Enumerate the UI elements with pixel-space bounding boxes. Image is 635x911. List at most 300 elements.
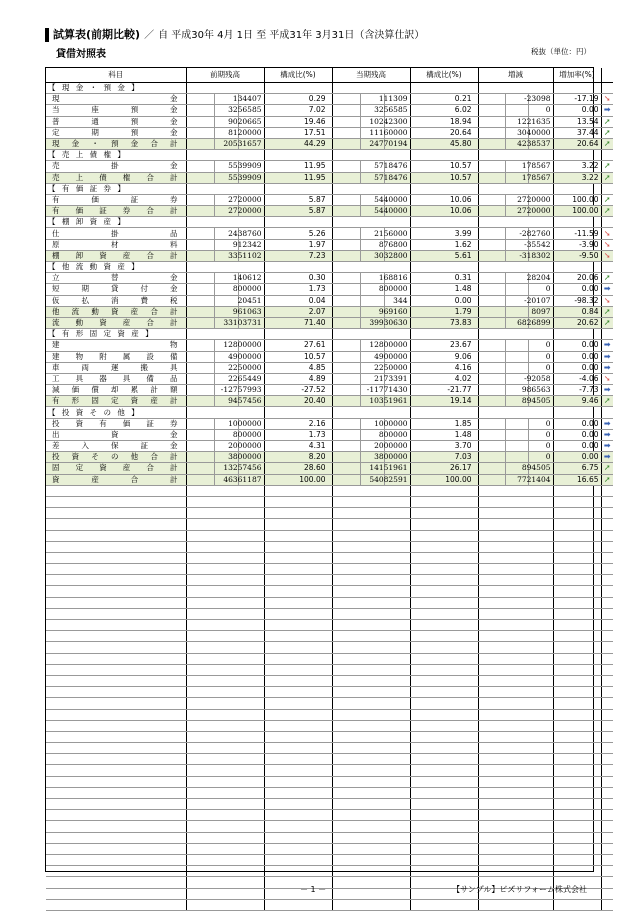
empty-cell xyxy=(46,899,186,910)
empty-row xyxy=(46,810,613,821)
prev-balance: 33103731 xyxy=(186,317,264,328)
empty-cell xyxy=(410,731,478,742)
empty-cell xyxy=(601,508,613,519)
empty-cell xyxy=(553,329,601,340)
account-name: 現金・預金合計 xyxy=(52,139,178,149)
cur-balance: 11160000 xyxy=(332,127,410,138)
empty-cell xyxy=(410,866,478,877)
empty-cell xyxy=(264,541,332,552)
table-row xyxy=(46,284,613,295)
growth-rate: -7.73 xyxy=(553,385,601,396)
empty-row xyxy=(46,799,613,810)
empty-cell xyxy=(332,183,410,194)
table-header-row xyxy=(46,68,613,83)
account-cell xyxy=(46,138,186,149)
empty-cell xyxy=(410,754,478,765)
empty-cell xyxy=(332,698,410,709)
empty-cell xyxy=(478,496,553,507)
trend-down-icon: ➘ xyxy=(601,239,613,250)
empty-cell xyxy=(46,731,186,742)
empty-cell xyxy=(264,765,332,776)
trend-down-icon: ➘ xyxy=(601,250,613,261)
account-name: 他流動資産合計 xyxy=(52,306,178,316)
account-cell xyxy=(46,94,186,105)
empty-cell xyxy=(332,530,410,541)
trend-up-icon: ➚ xyxy=(601,273,613,284)
empty-cell xyxy=(264,787,332,798)
empty-cell xyxy=(186,675,264,686)
empty-cell xyxy=(478,698,553,709)
empty-row xyxy=(46,765,613,776)
empty-cell xyxy=(332,664,410,675)
empty-cell xyxy=(332,675,410,686)
growth-rate: 16.65 xyxy=(553,474,601,485)
trend-up-icon: ➚ xyxy=(601,474,613,485)
account-cell xyxy=(46,452,186,463)
category-label: 【 有 価 証 券 】 xyxy=(46,183,186,194)
empty-cell xyxy=(478,799,553,810)
prev-balance: 2000000 xyxy=(186,441,264,452)
cur-balance: 168816 xyxy=(332,273,410,284)
account-cell xyxy=(46,317,186,328)
category-label: 【 現 金 ・ 預 金 】 xyxy=(46,83,186,94)
empty-cell xyxy=(186,899,264,910)
empty-cell xyxy=(46,854,186,865)
empty-cell xyxy=(478,183,553,194)
report-header xyxy=(45,28,603,42)
table-row xyxy=(46,161,613,172)
cur-ratio: 26.17 xyxy=(410,463,478,474)
cur-balance: 54082591 xyxy=(332,474,410,485)
empty-cell xyxy=(478,866,553,877)
change-amount: 0 xyxy=(478,362,553,373)
empty-cell xyxy=(264,799,332,810)
empty-cell xyxy=(186,262,264,273)
empty-cell xyxy=(601,765,613,776)
prev-balance: 20451 xyxy=(186,295,264,306)
prev-balance: 12800000 xyxy=(186,340,264,351)
change-amount: 4238537 xyxy=(478,138,553,149)
account-name: 当座預金 xyxy=(52,105,178,115)
empty-cell xyxy=(332,552,410,563)
prev-ratio: 1.73 xyxy=(264,284,332,295)
empty-row xyxy=(46,653,613,664)
prev-balance: 5539909 xyxy=(186,172,264,183)
account-cell xyxy=(46,441,186,452)
trend-up-icon: ➚ xyxy=(601,317,613,328)
table-row xyxy=(46,418,613,429)
cur-ratio: 0.31 xyxy=(410,273,478,284)
empty-cell xyxy=(46,575,186,586)
empty-cell xyxy=(553,675,601,686)
cur-ratio: 0.00 xyxy=(410,295,478,306)
prev-ratio: 2.16 xyxy=(264,418,332,429)
cur-balance: 2156000 xyxy=(332,228,410,239)
empty-cell xyxy=(46,664,186,675)
cur-ratio: 1.85 xyxy=(410,418,478,429)
empty-cell xyxy=(410,329,478,340)
empty-cell xyxy=(264,899,332,910)
empty-cell xyxy=(410,508,478,519)
prev-ratio: 0.30 xyxy=(264,273,332,284)
col-header-prev-balance: 前期残高 xyxy=(186,68,264,83)
prev-ratio: 7.02 xyxy=(264,105,332,116)
cur-ratio: 10.57 xyxy=(410,161,478,172)
empty-cell xyxy=(332,519,410,530)
empty-cell xyxy=(46,709,186,720)
total-row xyxy=(46,452,613,463)
cur-balance: 3032800 xyxy=(332,250,410,261)
prev-ratio: 100.00 xyxy=(264,474,332,485)
table-row xyxy=(46,340,613,351)
cur-balance: 10351961 xyxy=(332,396,410,407)
empty-cell xyxy=(601,496,613,507)
growth-rate: 100.00 xyxy=(553,194,601,205)
cur-balance: 2173391 xyxy=(332,373,410,384)
empty-cell xyxy=(410,564,478,575)
empty-cell xyxy=(264,675,332,686)
cur-ratio: 1.48 xyxy=(410,284,478,295)
empty-cell xyxy=(601,709,613,720)
empty-cell xyxy=(264,620,332,631)
empty-cell xyxy=(410,843,478,854)
cur-balance: 12800000 xyxy=(332,340,410,351)
empty-row xyxy=(46,530,613,541)
trend-up-icon: ➚ xyxy=(601,127,613,138)
prev-balance: 800000 xyxy=(186,429,264,440)
account-cell xyxy=(46,273,186,284)
empty-cell xyxy=(553,720,601,731)
empty-cell xyxy=(264,329,332,340)
total-row xyxy=(46,396,613,407)
empty-cell xyxy=(478,765,553,776)
empty-cell xyxy=(186,564,264,575)
empty-cell xyxy=(332,150,410,161)
empty-cell xyxy=(186,687,264,698)
cur-ratio: 73.83 xyxy=(410,317,478,328)
cur-ratio: 1.62 xyxy=(410,239,478,250)
cur-ratio: 1.48 xyxy=(410,429,478,440)
prev-ratio: 2.07 xyxy=(264,306,332,317)
empty-cell xyxy=(264,687,332,698)
account-cell xyxy=(46,362,186,373)
empty-cell xyxy=(478,731,553,742)
empty-cell xyxy=(601,597,613,608)
empty-cell xyxy=(332,642,410,653)
empty-cell xyxy=(264,183,332,194)
empty-cell xyxy=(553,564,601,575)
empty-cell xyxy=(410,183,478,194)
empty-cell xyxy=(410,664,478,675)
empty-cell xyxy=(46,799,186,810)
empty-cell xyxy=(478,608,553,619)
empty-cell xyxy=(186,631,264,642)
empty-cell xyxy=(478,552,553,563)
title-separator: ／ xyxy=(144,30,155,41)
table-row xyxy=(46,228,613,239)
cur-ratio: 7.03 xyxy=(410,452,478,463)
account-name: 出 資 金 xyxy=(52,429,178,439)
growth-rate: 9.46 xyxy=(553,396,601,407)
empty-row xyxy=(46,854,613,865)
empty-cell xyxy=(186,698,264,709)
empty-cell xyxy=(601,407,613,418)
empty-cell xyxy=(186,597,264,608)
empty-cell xyxy=(46,821,186,832)
empty-cell xyxy=(553,653,601,664)
empty-cell xyxy=(186,83,264,94)
empty-cell xyxy=(46,552,186,563)
empty-cell xyxy=(46,877,186,888)
empty-cell xyxy=(264,586,332,597)
empty-cell xyxy=(478,653,553,664)
empty-cell xyxy=(601,620,613,631)
empty-row xyxy=(46,631,613,642)
category-row xyxy=(46,150,613,161)
account-cell xyxy=(46,172,186,183)
empty-row xyxy=(46,743,613,754)
empty-cell xyxy=(264,866,332,877)
empty-cell xyxy=(332,262,410,273)
empty-cell xyxy=(410,575,478,586)
empty-cell xyxy=(332,631,410,642)
cur-ratio: 45.80 xyxy=(410,138,478,149)
empty-cell xyxy=(601,731,613,742)
change-amount: 894505 xyxy=(478,463,553,474)
empty-cell xyxy=(553,620,601,631)
empty-cell xyxy=(332,217,410,228)
empty-cell xyxy=(478,575,553,586)
empty-cell xyxy=(553,642,601,653)
empty-row xyxy=(46,675,613,686)
account-cell xyxy=(46,429,186,440)
empty-cell xyxy=(553,496,601,507)
empty-cell xyxy=(332,877,410,888)
empty-row xyxy=(46,709,613,720)
total-row xyxy=(46,474,613,485)
empty-cell xyxy=(186,519,264,530)
empty-cell xyxy=(46,485,186,496)
empty-cell xyxy=(478,83,553,94)
empty-cell xyxy=(264,754,332,765)
growth-rate: 0.00 xyxy=(553,340,601,351)
cur-balance: 3256585 xyxy=(332,105,410,116)
prev-balance: 1000000 xyxy=(186,418,264,429)
empty-row xyxy=(46,787,613,798)
empty-cell xyxy=(410,496,478,507)
empty-cell xyxy=(332,843,410,854)
col-header-growth-rate: 増加率(%) xyxy=(553,68,601,83)
account-cell xyxy=(46,105,186,116)
unit-label: 税抜（単位：円） xyxy=(531,47,591,56)
empty-cell xyxy=(410,743,478,754)
account-cell xyxy=(46,295,186,306)
empty-row xyxy=(46,586,613,597)
account-cell xyxy=(46,194,186,205)
table-row xyxy=(46,239,613,250)
report-title: 試算表(前期比較) xyxy=(53,28,141,41)
empty-row xyxy=(46,496,613,507)
company-name: 【サンプル】ビズリフォーム株式会社 xyxy=(452,885,587,894)
empty-cell xyxy=(332,329,410,340)
table-row xyxy=(46,105,613,116)
cur-ratio: 20.64 xyxy=(410,127,478,138)
empty-cell xyxy=(186,407,264,418)
empty-cell xyxy=(553,821,601,832)
cur-balance: 39930630 xyxy=(332,317,410,328)
growth-rate: -11.59 xyxy=(553,228,601,239)
empty-cell xyxy=(332,496,410,507)
cur-ratio: 100.00 xyxy=(410,474,478,485)
empty-cell xyxy=(186,329,264,340)
empty-cell xyxy=(601,653,613,664)
table-row xyxy=(46,441,613,452)
cur-balance: 24770194 xyxy=(332,138,410,149)
table-row xyxy=(46,385,613,396)
account-cell xyxy=(46,239,186,250)
empty-cell xyxy=(553,776,601,787)
prev-ratio: 4.31 xyxy=(264,441,332,452)
empty-cell xyxy=(601,675,613,686)
empty-cell xyxy=(410,720,478,731)
empty-cell xyxy=(601,743,613,754)
empty-cell xyxy=(553,765,601,776)
cur-ratio: 18.94 xyxy=(410,116,478,127)
empty-cell xyxy=(46,653,186,664)
empty-cell xyxy=(410,541,478,552)
empty-cell xyxy=(553,541,601,552)
empty-cell xyxy=(46,687,186,698)
empty-cell xyxy=(46,765,186,776)
account-cell xyxy=(46,340,186,351)
empty-row xyxy=(46,485,613,496)
change-amount: 178567 xyxy=(478,161,553,172)
section-subtitle: 貸借対照表 xyxy=(56,49,106,60)
account-cell xyxy=(46,116,186,127)
cur-ratio: 6.02 xyxy=(410,105,478,116)
cur-ratio: 4.16 xyxy=(410,362,478,373)
account-name: 投資その他合計 xyxy=(52,452,178,462)
empty-cell xyxy=(553,899,601,910)
empty-row xyxy=(46,541,613,552)
empty-cell xyxy=(553,183,601,194)
total-row xyxy=(46,317,613,328)
empty-cell xyxy=(332,597,410,608)
table-row xyxy=(46,194,613,205)
empty-cell xyxy=(410,530,478,541)
account-name: 固定資産合計 xyxy=(52,463,178,473)
empty-cell xyxy=(478,776,553,787)
empty-cell xyxy=(46,810,186,821)
empty-cell xyxy=(264,83,332,94)
empty-cell xyxy=(553,709,601,720)
col-header-prev-ratio: 構成比(%) xyxy=(264,68,332,83)
cur-balance: 2250000 xyxy=(332,362,410,373)
table-row xyxy=(46,351,613,362)
trend-up-icon: ➚ xyxy=(601,138,613,149)
trend-down-icon: ➘ xyxy=(601,373,613,384)
account-name: 売上債権合計 xyxy=(52,172,178,182)
empty-cell xyxy=(186,653,264,664)
change-amount: 0 xyxy=(478,429,553,440)
account-name: 差入保証金 xyxy=(52,441,178,451)
empty-row xyxy=(46,754,613,765)
empty-cell xyxy=(186,720,264,731)
empty-cell xyxy=(186,787,264,798)
empty-cell xyxy=(264,608,332,619)
empty-cell xyxy=(186,854,264,865)
empty-cell xyxy=(410,217,478,228)
col-header-trend xyxy=(601,68,613,83)
growth-rate: 0.00 xyxy=(553,429,601,440)
trend-flat-icon: ➡ xyxy=(601,429,613,440)
empty-cell xyxy=(410,698,478,709)
table-row xyxy=(46,362,613,373)
growth-rate: -98.32 xyxy=(553,295,601,306)
empty-cell xyxy=(478,631,553,642)
empty-cell xyxy=(332,720,410,731)
empty-cell xyxy=(46,586,186,597)
empty-cell xyxy=(478,854,553,865)
change-amount: 0 xyxy=(478,418,553,429)
prev-ratio: 19.46 xyxy=(264,116,332,127)
trend-flat-icon: ➡ xyxy=(601,452,613,463)
empty-cell xyxy=(46,743,186,754)
category-row xyxy=(46,407,613,418)
prev-balance: 2720000 xyxy=(186,194,264,205)
empty-cell xyxy=(601,799,613,810)
account-name: 普通預金 xyxy=(52,116,178,126)
empty-cell xyxy=(186,877,264,888)
category-label: 【 他 流 動 資 産 】 xyxy=(46,262,186,273)
prev-ratio: 5.26 xyxy=(264,228,332,239)
empty-cell xyxy=(601,217,613,228)
empty-cell xyxy=(186,620,264,631)
empty-cell xyxy=(601,485,613,496)
empty-cell xyxy=(264,776,332,787)
empty-cell xyxy=(553,631,601,642)
empty-cell xyxy=(601,866,613,877)
empty-cell xyxy=(410,709,478,720)
empty-cell xyxy=(264,564,332,575)
col-header-cur-balance: 当期残高 xyxy=(332,68,410,83)
empty-cell xyxy=(553,754,601,765)
account-name: 車両運搬具 xyxy=(52,362,178,372)
account-cell xyxy=(46,385,186,396)
empty-cell xyxy=(332,83,410,94)
cur-balance: 5440000 xyxy=(332,194,410,205)
empty-cell xyxy=(410,653,478,664)
empty-cell xyxy=(410,854,478,865)
empty-cell xyxy=(601,329,613,340)
empty-cell xyxy=(478,262,553,273)
empty-cell xyxy=(601,586,613,597)
empty-cell xyxy=(332,575,410,586)
prev-balance: 961063 xyxy=(186,306,264,317)
growth-rate: -4.06 xyxy=(553,373,601,384)
empty-cell xyxy=(410,83,478,94)
growth-rate: 20.62 xyxy=(553,317,601,328)
empty-cell xyxy=(332,776,410,787)
empty-cell xyxy=(410,832,478,843)
change-amount: -92058 xyxy=(478,373,553,384)
empty-cell xyxy=(601,575,613,586)
prev-ratio: 1.73 xyxy=(264,429,332,440)
trend-up-icon: ➚ xyxy=(601,161,613,172)
total-row xyxy=(46,138,613,149)
empty-cell xyxy=(410,675,478,686)
empty-cell xyxy=(553,597,601,608)
